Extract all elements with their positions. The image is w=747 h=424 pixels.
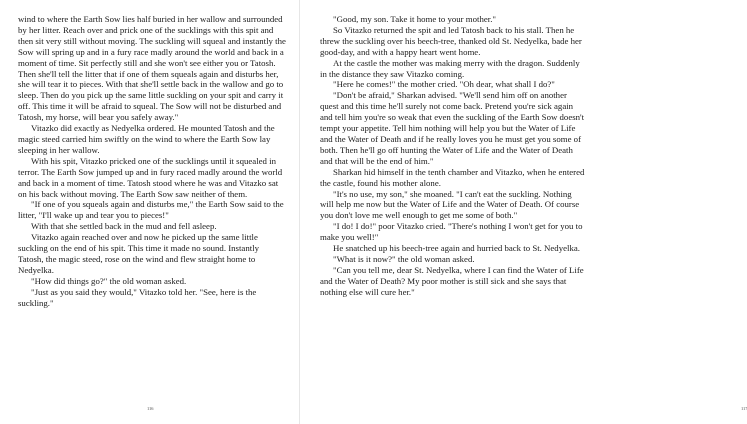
paragraph: With that she settled back in the mud and fell asleep.	[31, 221, 217, 232]
paragraph: "If one of you squeals again and disturbs me," the Earth Sow said to the litter, "I'll wake up and tear you to pieces!"	[18, 199, 284, 221]
paragraph: "What is it now?" the old woman asked.	[333, 253, 475, 264]
paragraph: "I do! I do!" poor Vitazko cried. "There's nothing I won't get for you to make you well!"	[320, 221, 583, 243]
paragraph: "It's no use, my son," she moaned. "I can't eat the suckling. Nothing will help me now but the Water of Life and the Water of Death. Of course you don't love me well enough to get me some of both."	[320, 188, 580, 221]
paragraph: "Good, my son. Take it home to your mother."	[333, 14, 497, 24]
paragraph: "Just as you said they would," Vitazko told her. "See, here is the suckling."	[18, 286, 257, 308]
paragraph: So Vitazko returned the spit and led Tatosh back to his stall. Then he threw the suckling over his beech-tree, thanked old St. Nedyelka, bade her good-day, and with a happy heart went home.	[320, 24, 582, 57]
paragraph: At the castle the mother was making merry with the dragon. Suddenly in the distance they saw Vitazko coming.	[320, 57, 580, 79]
paragraph: With his spit, Vitazko pricked one of the sucklings until it squealed in terror. The Earth Sow jumped up and in fury raced madly around the world and back in a moment of time. Tatosh stood where he was and Vitazko sat on his back without moving. The Earth Sow saw neither of them.	[18, 155, 283, 199]
paragraph: Sharkan hid himself in the tenth chamber and Vitazko, when he entered the castle, found his mother alone.	[320, 166, 585, 188]
left-page-number: 116	[147, 406, 154, 411]
paragraph: He snatched up his beech-tree again and hurried back to St. Nedyelka.	[333, 243, 580, 254]
paragraph: Vitazko again reached over and now he picked up the same little suckling on the end of his spit. This time it made no sound. Instantly Tatosh, the magic steed, rose on the wind and flew straight home to Nedyelka.	[18, 232, 259, 275]
right-page-body	[320, 14, 586, 298]
paragraph: Vitazko did exactly as Nedyelka ordered. He mounted Tatosh and the magic steed carried him swiftly on the wind to where the Earth Sow lay sleeping in her wallow.	[18, 123, 275, 155]
paragraph: wind to where the Earth Sow lies half buried in her wallow and surrounded by her litter. Reach over and prick one of the sucklings with this spit and then sit very still without moving. The suckling will squeal and instantly the Sow will spring up and in a fury race madly around the world and back in a moment of time. Sit perfectly still and she won't see either you or Tatosh. Then she'll tell the litter that if one of them squeals again and disturbs her, she will tear it to pieces. With that she'll settle back in the wallow and go to sleep. Then do you pick up the same little suckling on your spit and carry it off. This time it will be afraid to squeal. The Sow will not be disturbed and Tatosh, my horse, will bear you safely away."	[18, 14, 286, 123]
paragraph: "Can you tell me, dear St. Nedyelka, where I can find the Water of Life and the Water of Death? My poor mother is still sick and she says that nothing else will cure her."	[320, 264, 584, 297]
right-page-number: 117	[741, 406, 747, 411]
paragraph: "Here he comes!" the mother cried. "Oh dear, what shall I do?"	[333, 79, 555, 90]
paragraph: "How did things go?" the old woman asked.	[31, 275, 187, 286]
left-page-body	[18, 14, 286, 308]
paragraph: "Don't be afraid," Sharkan advised. "We'll send him off on another quest and this time he'll surely not come back. Pretend you're sick again and tell him you're so weak that even the suckling of the Earth Sow doesn't tempt your appetite. Tell him nothing will help you but the Water of Life and the Water of Death and if he really loves you he must get you some of both. Then he'll go off hunting the Water of Life and the Water of Death and that will be the end of him."	[320, 90, 585, 166]
